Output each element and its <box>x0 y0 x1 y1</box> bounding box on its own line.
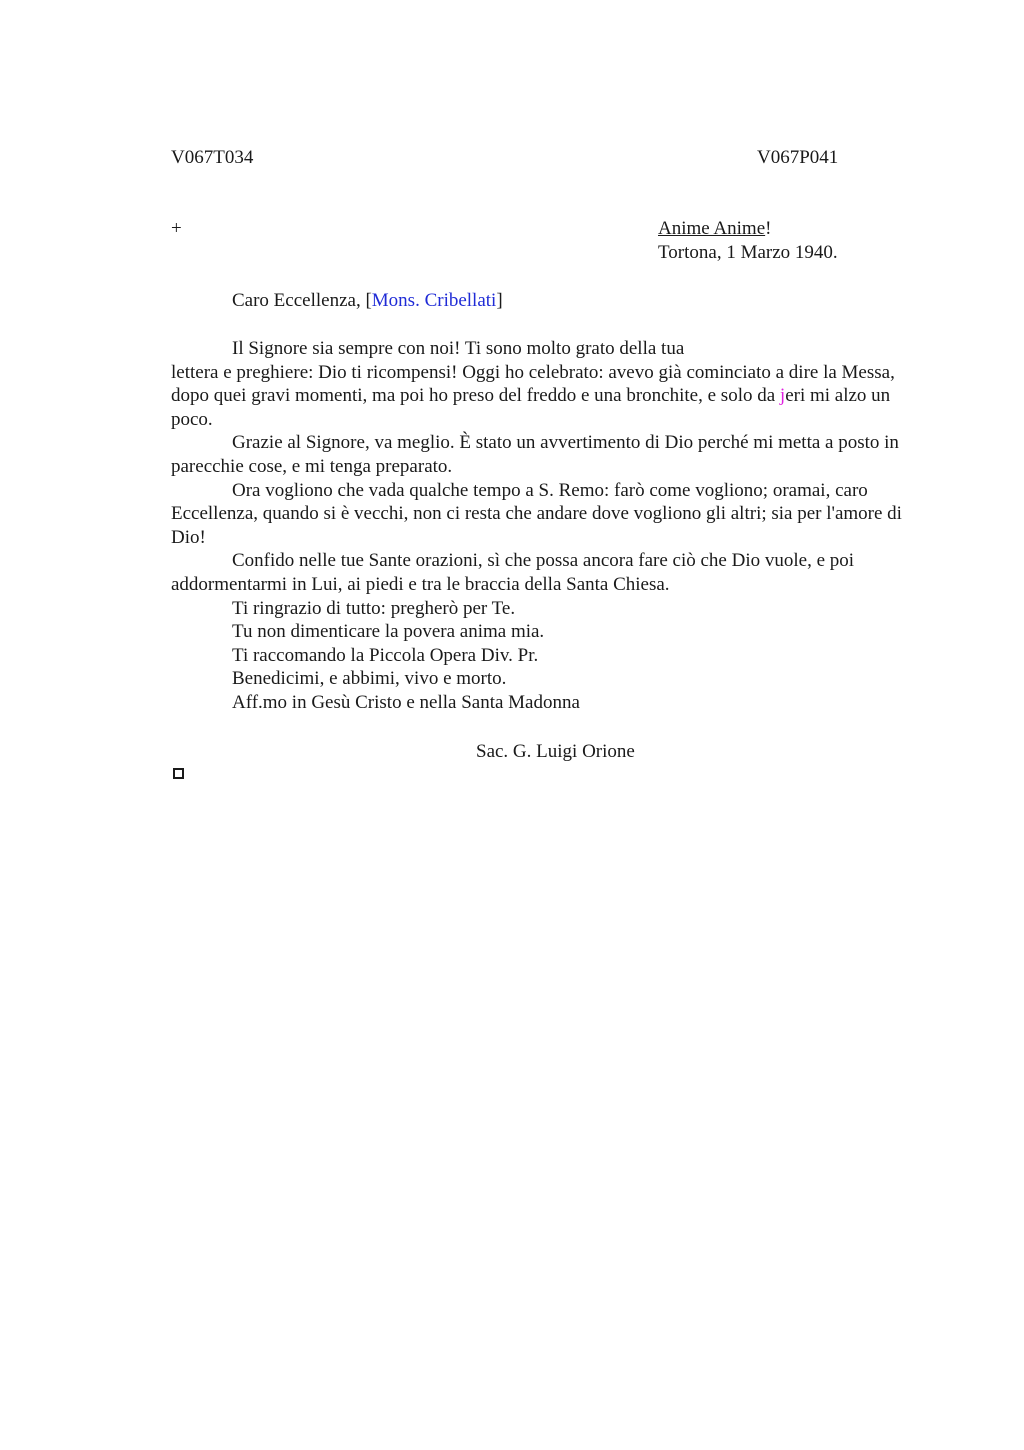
cross-symbol: + <box>171 218 182 239</box>
paragraph-1-end: eri mi alzo un poco. <box>171 385 891 430</box>
paragraph-2: Grazie al Signore, va meglio. È stato un avvertimento di Dio perché mi metta a posto in parecchie cose, e mi tenga preparato. <box>171 432 899 477</box>
salutation-prefix: Caro Eccellenza, [ <box>232 290 372 311</box>
highlighted-letter: j <box>779 385 786 407</box>
motto-underlined: Anime Anime <box>658 218 766 239</box>
dateline: Tortona, 1 Marzo 1940. <box>658 242 838 263</box>
document-code-left: V067T034 <box>171 147 254 168</box>
paragraph-1-text: lettera e preghiere: Dio ti ricompensi! Oggi ho celebrato: avevo già cominciato a dire la Messa, dopo quei gravi momenti, ma poi ho preso del freddo e una bronchite, e solo da <box>171 361 895 407</box>
document-code-right: V067P041 <box>757 147 839 168</box>
paragraph-3: Ora vogliono che vada qualche tempo a S. Remo: farò come vogliono; oramai, caro Eccellenza, quando si è vecchi, non ci resta che andare dove vogliono gli altri; sia per l'amore di Dio! <box>171 479 902 548</box>
motto <box>658 218 771 240</box>
salutation <box>232 290 503 312</box>
closing-line: Aff.mo in Gesù Cristo e nella Santa Madonna <box>232 691 580 713</box>
end-marker-box-icon <box>173 768 184 779</box>
paragraph-8: Benedicimi, e abbimi, vivo e morto. <box>232 668 507 690</box>
paragraph-6: Tu non dimenticare la povera anima mia. <box>232 621 545 643</box>
salutation-suffix: ] <box>496 290 503 311</box>
paragraph-1-line-1: Il Signore sia sempre con noi! Ti sono molto grato della tua <box>232 338 685 359</box>
paragraph-5: Ti ringrazio di tutto: pregherò per Te. <box>232 597 516 619</box>
motto-suffix: ! <box>765 218 772 239</box>
signature: Sac. G. Luigi Orione <box>476 741 635 762</box>
paragraph-7: Ti raccomando la Piccola Opera Div. Pr. <box>232 644 539 666</box>
letter-body <box>171 337 931 715</box>
paragraph-4: Confido nelle tue Sante orazioni, sì che possa ancora fare ciò che Dio vuole, e poi addormentarmi in Lui, ai piedi e tra le braccia della Santa Chiesa. <box>171 550 855 595</box>
paragraph-1 <box>171 361 931 432</box>
recipient-name: Mons. Cribellati <box>371 290 497 311</box>
